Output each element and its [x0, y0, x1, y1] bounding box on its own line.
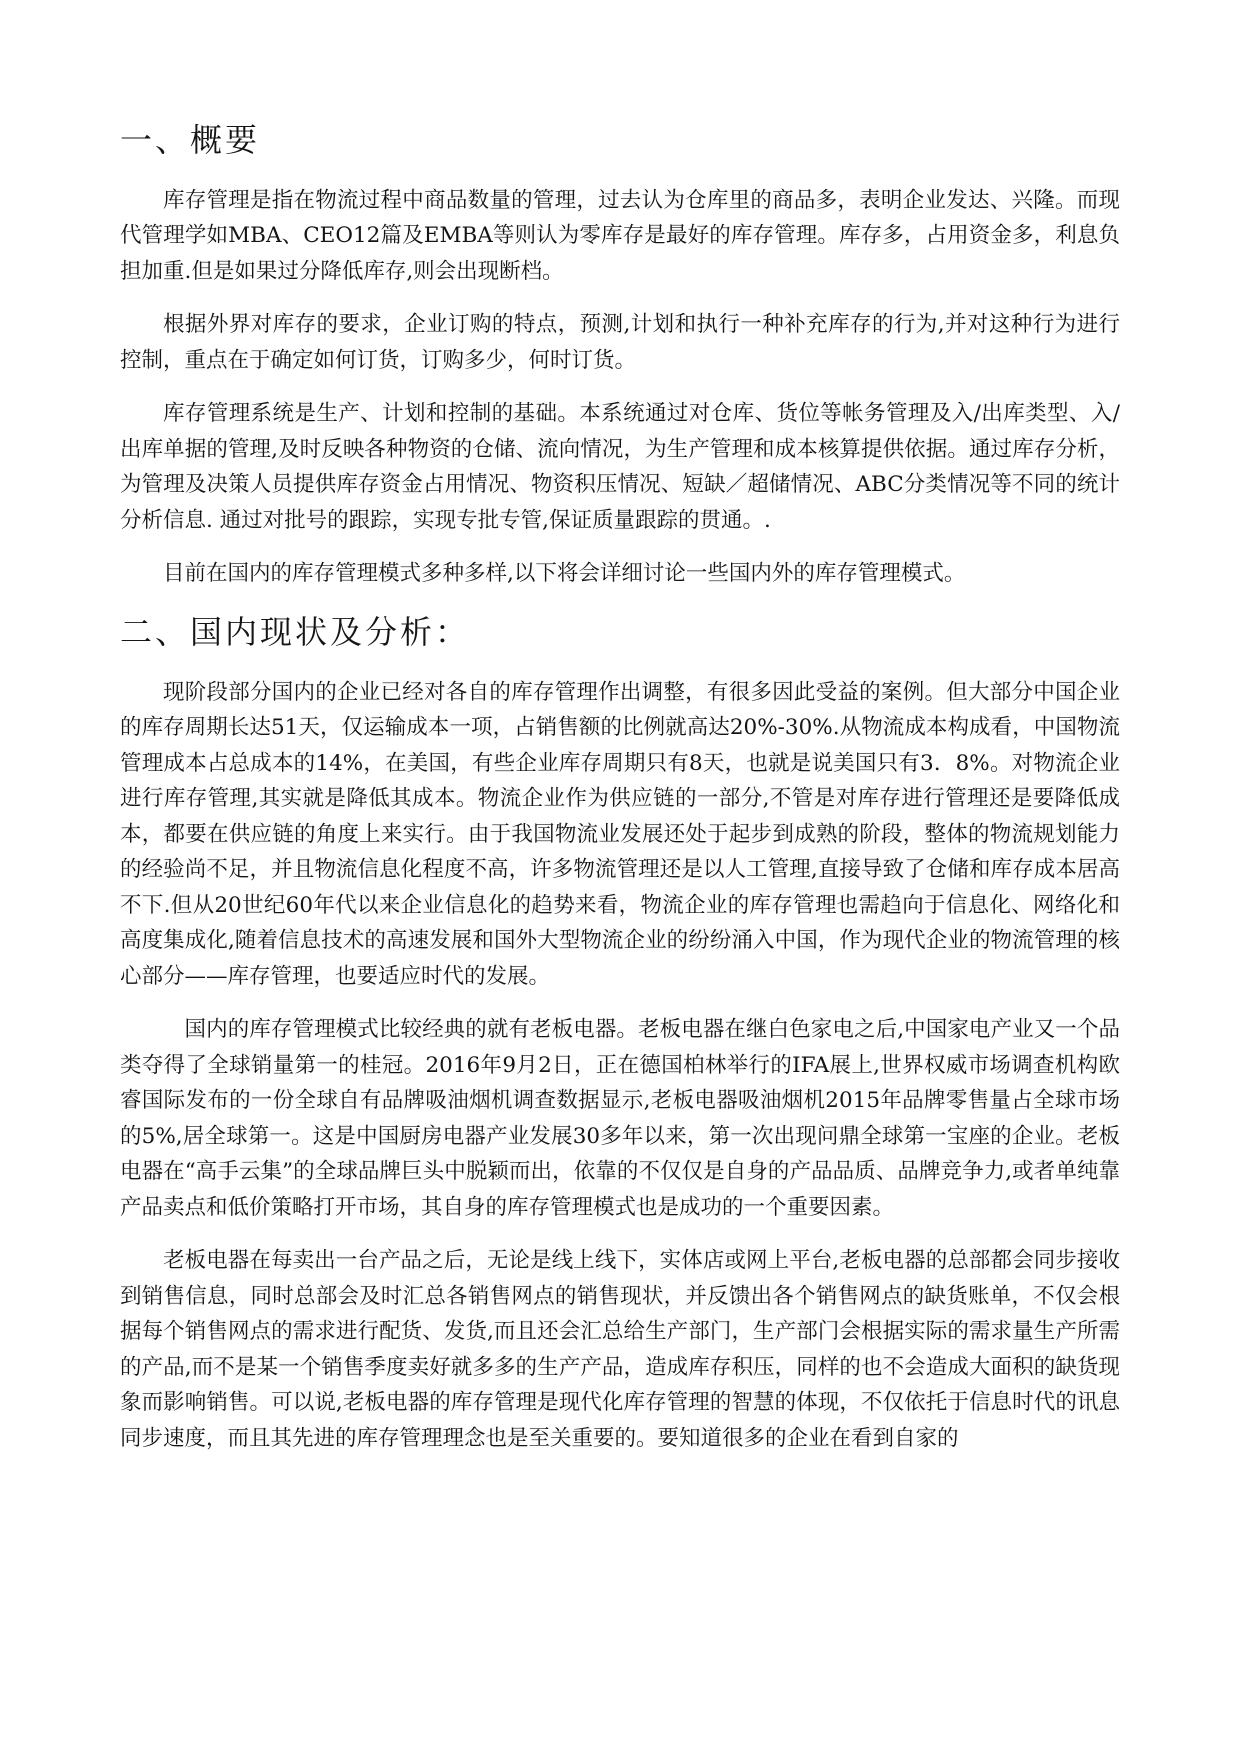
- section-heading-overview: 一、概要: [120, 121, 261, 159]
- paragraph: 目前在国内的库存管理模式多种多样,以下将会详细讨论一些国内外的库存管理模式。: [163, 561, 966, 587]
- paragraph: 现阶段部分国内的企业已经对各自的库存管理作出调整，有很多因此受益的案例。但大部分中国企业的库存周期长达51天，仅运输成本一项，占销售额的比例就高达20%-30%.从物流成本构成看，中国物流管理成本占总成本的14%，在美国，有些企业库存周期只有8天，也就是说美国只有3．8%。对物流企业进行库存管理,其实就是降低其成本。物流企业作为供应链的一部分,不管是对库存进行管理还是要降低成本，都要在供应链的角度上来实行。由于我国物流业发展还处于起步到成熟的阶段，整体的物流规划能力的经验尚不足，并且物流信息化程度不高，许多物流管理还是以人工管理,直接导致了仓储和库存成本居高不下.但从20世纪60年代以来企业信息化的趋势来看，物流企业的库存管理也需趋向于信息化、网络化和高度集成化,随着信息技术的高速发展和国外大型物流企业的纷纷涌入中国，作为现代企业的物流管理的核心部分——库存管理，也要适应时代的发展。: [120, 679, 1120, 989]
- paragraph: 根据外界对库存的要求，企业订购的特点，预测,计划和执行一种补充库存的行为,并对这种行为进行控制，重点在于确定如何订货，订购多少，何时订货。: [120, 312, 1120, 373]
- document-page: [120, 118, 1120, 1474]
- section-heading-domestic-status: 二、国内现状及分析：: [120, 612, 471, 651]
- paragraph: 老板电器在每卖出一台产品之后，无论是线上线下，实体店或网上平台,老板电器的总部都会同步接收到销售信息，同时总部会及时汇总各销售网点的销售现状，并反馈出各个销售网点的缺货账单，不仅会根据每个销售网点的需求进行配货、发货,而且还会汇总给生产部门，生产部门会根据实际的需求量生产所需的产品,而不是某一个销售季度卖好就多多的生产产品，造成库存积压，同样的也不会造成大面积的缺货现象而影响销售。可以说,老板电器的库存管理是现代化库存管理的智慧的体现，不仅依托于信息时代的讯息同步速度，而且其先进的库存管理理念也是至关重要的。要知道很多的企业在看到自家的: [120, 1248, 1120, 1451]
- paragraph: 国内的库存管理模式比较经典的就有老板电器。老板电器在继白色家电之后,中国家电产业又一个品类夺得了全球销量第一的桂冠。2016年9月2日，正在德国柏林举行的IFA展上,世界权威市场调查机构欧睿国际发布的一份全球自有品牌吸油烟机调查数据显示,老板电器吸油烟机2015年品牌零售量占全球市场的5%,居全球第一。这是中国厨房电器产业发展30多年以来，第一次出现问鼎全球第一宝座的企业。老板电器在“高手云集”的全球品牌巨头中脱颖而出，依靠的不仅仅是自身的产品品质、品牌竞争力,或者单纯靠产品卖点和低价策略打开市场，其自身的库存管理模式也是成功的一个重要因素。: [120, 1017, 1120, 1220]
- paragraph: 库存管理是指在物流过程中商品数量的管理，过去认为仓库里的商品多，表明企业发达、兴隆。而现代管理学如MBA、CEO12篇及EMBA等则认为零库存是最好的库存管理。库存多，占用资金多，利息负担加重.但是如果过分降低库存,则会出现断档。: [120, 187, 1120, 284]
- paragraph: 库存管理系统是生产、计划和控制的基础。本系统通过对仓库、货位等帐务管理及入/出库类型、入/出库单据的管理,及时反映各种物资的仓储、流向情况，为生产管理和成本核算提供依据。通过库存分析，为管理及决策人员提供库存资金占用情况、物资积压情况、短缺／超储情况、ABC分类情况等不同的统计分析信息. 通过对批号的跟踪，实现专批专管,保证质量跟踪的贯通。.: [120, 401, 1120, 533]
